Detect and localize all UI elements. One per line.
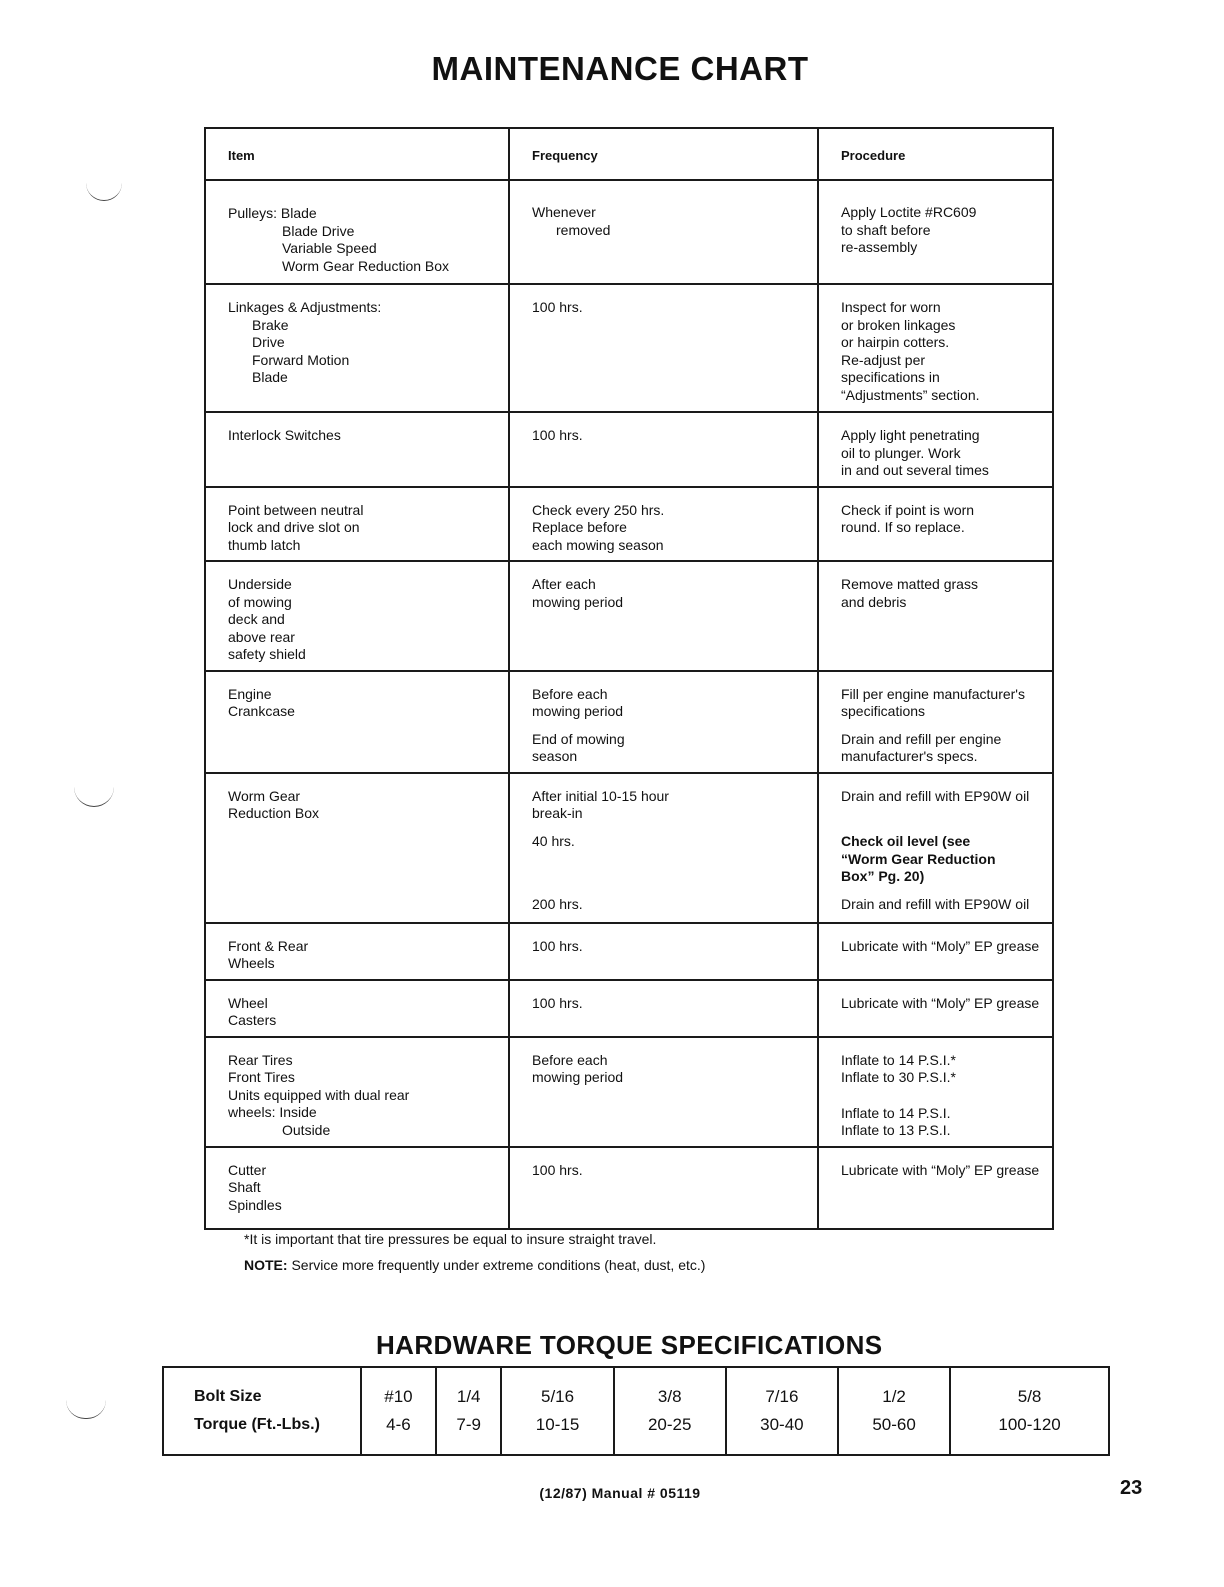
torque-value: 30-40	[760, 1415, 804, 1434]
item-cell	[205, 1037, 509, 1147]
item-cell	[205, 1147, 509, 1229]
item-line: Worm Gear	[228, 787, 301, 804]
procedure-line: in and out several times	[841, 462, 989, 478]
frequency-line: removed	[556, 221, 611, 238]
procedure-line: re-assembly	[841, 239, 918, 255]
procedure-cell	[818, 923, 1053, 980]
procedure-line: Box” Pg. 20)	[841, 868, 925, 884]
item-line: deck and	[228, 611, 285, 627]
frequency-line: Whenever	[532, 204, 596, 220]
procedure-line: Inflate to 13 P.S.I.	[841, 1122, 951, 1138]
procedure-line: Check oil level (see	[841, 833, 971, 849]
torque-column	[436, 1367, 502, 1455]
item-line: Reduction Box	[228, 805, 320, 821]
frequency-line: 100 hrs.	[532, 299, 583, 315]
torque-row-labels	[163, 1367, 361, 1455]
bolt-size-label: Bolt Size	[194, 1388, 262, 1405]
procedure-line: Apply Loctite #RC609	[841, 204, 977, 220]
frequency-line: each mowing season	[532, 536, 664, 553]
table-row	[205, 561, 1053, 671]
frequency-line: 100 hrs.	[532, 994, 583, 1011]
table-row	[205, 923, 1053, 980]
torque-column	[614, 1367, 726, 1455]
item-line: thumb latch	[228, 536, 301, 553]
item-line: lock and drive slot on	[228, 519, 360, 535]
bolt-size-value: 7/16	[765, 1387, 799, 1406]
torque-column	[838, 1367, 950, 1455]
item-line: Cutter	[228, 1161, 267, 1178]
item-line: Wheels	[228, 955, 275, 971]
frequency-line: Before each	[532, 685, 608, 702]
torque-row	[163, 1367, 1109, 1455]
footnotes	[244, 1226, 705, 1278]
item-line: Engine	[228, 685, 272, 702]
item-line: Shaft	[228, 1179, 261, 1195]
table-row	[205, 284, 1053, 412]
item-cell	[205, 487, 509, 562]
item-line: Rear Tires	[228, 1051, 293, 1068]
frequency-line: After initial 10-15 hour	[532, 787, 669, 804]
item-line: Pulleys: Blade	[228, 205, 317, 221]
service-note	[244, 1252, 705, 1278]
procedure-line: Remove matted grass	[841, 576, 978, 592]
procedure-cell	[818, 1147, 1053, 1229]
frequency-cell	[509, 180, 818, 284]
frequency-line: 100 hrs.	[532, 1161, 583, 1178]
frequency-cell	[509, 773, 818, 923]
table-row	[205, 180, 1053, 284]
frequency-cell	[509, 284, 818, 412]
item-line: Casters	[228, 1012, 277, 1028]
item-line: wheels: Inside	[228, 1104, 317, 1120]
procedure-line: Lubricate with “Moly” EP grease	[841, 994, 1040, 1011]
frequency-cell	[509, 412, 818, 487]
frequency-cell	[509, 671, 818, 773]
procedure-cell	[818, 671, 1053, 773]
item-subline: Blade Drive	[282, 222, 355, 239]
procedure-cell	[818, 1037, 1053, 1147]
table-row	[205, 1147, 1053, 1229]
item-cell	[205, 561, 509, 671]
frequency-line: Check every 250 hrs.	[532, 501, 665, 518]
bolt-size-value: 1/4	[456, 1387, 481, 1406]
item-cell	[205, 923, 509, 980]
torque-column	[501, 1367, 613, 1455]
header-frequency: Frequency	[509, 128, 818, 180]
torque-label: Torque (Ft.-Lbs.)	[194, 1416, 320, 1433]
table-row	[205, 487, 1053, 562]
procedure-line: Check if point is worn	[841, 501, 975, 518]
procedure-cell	[818, 284, 1053, 412]
frequency-line: break-in	[532, 805, 583, 821]
frequency-line: 100 hrs.	[532, 427, 583, 443]
bolt-size-value: 3/8	[657, 1387, 682, 1406]
procedure-cell	[818, 561, 1053, 671]
procedure-cell	[818, 412, 1053, 487]
item-line: Spindles	[228, 1196, 282, 1213]
frequency-line: After each	[532, 576, 596, 592]
item-cell	[205, 284, 509, 412]
item-line: Wheel	[228, 994, 268, 1011]
frequency-line: mowing period	[532, 593, 624, 610]
procedure-cell	[818, 980, 1053, 1037]
table-row	[205, 412, 1053, 487]
binder-hole-mark	[74, 786, 114, 807]
procedure-line: Lubricate with “Moly” EP grease	[841, 937, 1040, 954]
frequency-line: Before each	[532, 1051, 608, 1068]
torque-spec-table	[162, 1366, 1110, 1456]
item-line: Point between neutral	[228, 501, 364, 518]
procedure-line: Drain and refill with EP90W oil	[841, 787, 1030, 804]
item-cell	[205, 980, 509, 1037]
torque-value: 7-9	[456, 1415, 481, 1434]
procedure-line: manufacturer's specs.	[841, 748, 978, 764]
header-item: Item	[205, 128, 509, 180]
procedure-line: Inspect for worn	[841, 299, 941, 315]
frequency-line: mowing period	[532, 703, 624, 719]
torque-column	[726, 1367, 838, 1455]
frequency-line: 100 hrs.	[532, 937, 583, 954]
frequency-line: season	[532, 748, 578, 764]
torque-column	[950, 1367, 1109, 1455]
torque-value: 4-6	[386, 1415, 411, 1434]
procedure-line: “Adjustments” section.	[841, 386, 980, 403]
item-subline: Variable Speed	[282, 240, 377, 256]
item-subline: Blade	[252, 369, 288, 385]
procedure-line: to shaft before	[841, 221, 931, 238]
item-cell	[205, 412, 509, 487]
asterisk-note: *It is important that tire pressures be equal to insure straight travel.	[244, 1231, 657, 1247]
item-subline: Brake	[252, 316, 289, 333]
procedure-line: Lubricate with “Moly” EP grease	[841, 1161, 1040, 1178]
item-cell	[205, 671, 509, 773]
torque-value: 20-25	[647, 1415, 692, 1434]
procedure-line: Drain and refill per engine	[841, 730, 1002, 747]
procedure-line: and debris	[841, 593, 907, 610]
procedure-line: Inflate to 30 P.S.I.*	[841, 1069, 956, 1085]
item-line: Crankcase	[228, 703, 295, 719]
item-subline: Drive	[252, 334, 285, 350]
item-line: above rear	[228, 628, 295, 645]
frequency-line: Replace before	[532, 519, 627, 535]
table-row	[205, 773, 1053, 923]
table-row	[205, 1037, 1053, 1147]
procedure-line: or broken linkages	[841, 316, 956, 333]
note-label: NOTE:	[244, 1257, 288, 1273]
frequency-line: mowing period	[532, 1069, 624, 1085]
item-line: Underside	[228, 576, 292, 592]
table-row	[205, 671, 1053, 773]
item-line: Linkages & Adjustments:	[228, 299, 382, 315]
frequency-cell	[509, 923, 818, 980]
bolt-size-value: 1/2	[882, 1387, 906, 1406]
procedure-line: Apply light penetrating	[841, 427, 980, 443]
item-line: safety shield	[228, 646, 306, 662]
procedure-line: “Worm Gear Reduction	[841, 850, 996, 867]
frequency-cell	[509, 487, 818, 562]
item-subline: Worm Gear Reduction Box	[282, 257, 450, 274]
torque-value: 10-15	[535, 1415, 580, 1434]
torque-column	[361, 1367, 436, 1455]
page-number: 23	[1120, 1477, 1143, 1499]
procedure-cell	[818, 180, 1053, 284]
procedure-cell	[818, 773, 1053, 923]
page-title: MAINTENANCE CHART	[431, 50, 809, 87]
item-subline: Forward Motion	[252, 351, 350, 368]
bolt-size-value: 5/8	[1017, 1387, 1042, 1406]
torque-section-title: HARDWARE TORQUE SPECIFICATIONS	[376, 1330, 883, 1360]
item-line: Interlock Switches	[228, 427, 341, 443]
binder-hole-mark	[86, 178, 122, 201]
frequency-cell	[509, 561, 818, 671]
frequency-line: 200 hrs.	[532, 896, 583, 912]
table-row	[205, 980, 1053, 1037]
frequency-cell	[509, 980, 818, 1037]
frequency-line: End of mowing	[532, 730, 625, 747]
item-cell	[205, 180, 509, 284]
maintenance-chart-table	[204, 127, 1054, 1230]
table-header-row	[205, 128, 1053, 180]
torque-value: 100-120	[998, 1415, 1061, 1434]
note-text: Service more frequently under extreme conditions (heat, dust, etc.)	[291, 1257, 706, 1273]
item-line: of mowing	[228, 593, 292, 610]
bolt-size-value: #10	[384, 1387, 413, 1406]
header-procedure: Procedure	[818, 128, 1053, 180]
frequency-line: 40 hrs.	[532, 832, 575, 849]
item-subline: Outside	[282, 1121, 331, 1138]
procedure-line: or hairpin cotters.	[841, 334, 950, 350]
procedure-line: oil to plunger. Work	[841, 444, 961, 461]
item-line: Units equipped with dual rear	[228, 1086, 410, 1103]
procedure-line: Drain and refill with EP90W oil	[841, 895, 1030, 912]
frequency-cell	[509, 1037, 818, 1147]
procedure-line: specifications in	[841, 369, 940, 385]
item-cell	[205, 773, 509, 923]
procedure-line: round. If so replace.	[841, 519, 965, 535]
procedure-line: Re-adjust per	[841, 351, 926, 368]
procedure-cell	[818, 487, 1053, 562]
item-line: Front & Rear	[228, 937, 309, 954]
procedure-line: Inflate to 14 P.S.I.*	[841, 1051, 956, 1068]
procedure-line: Inflate to 14 P.S.I.	[841, 1104, 951, 1121]
manual-footer: (12/87) Manual # 05119	[539, 1485, 701, 1501]
binder-hole-mark	[66, 1400, 106, 1419]
bolt-size-value: 5/16	[540, 1387, 575, 1406]
frequency-cell	[509, 1147, 818, 1229]
torque-value: 50-60	[872, 1415, 916, 1434]
procedure-line: Fill per engine manufacturer's	[841, 685, 1025, 702]
procedure-line: specifications	[841, 703, 926, 719]
item-line: Front Tires	[228, 1069, 295, 1085]
